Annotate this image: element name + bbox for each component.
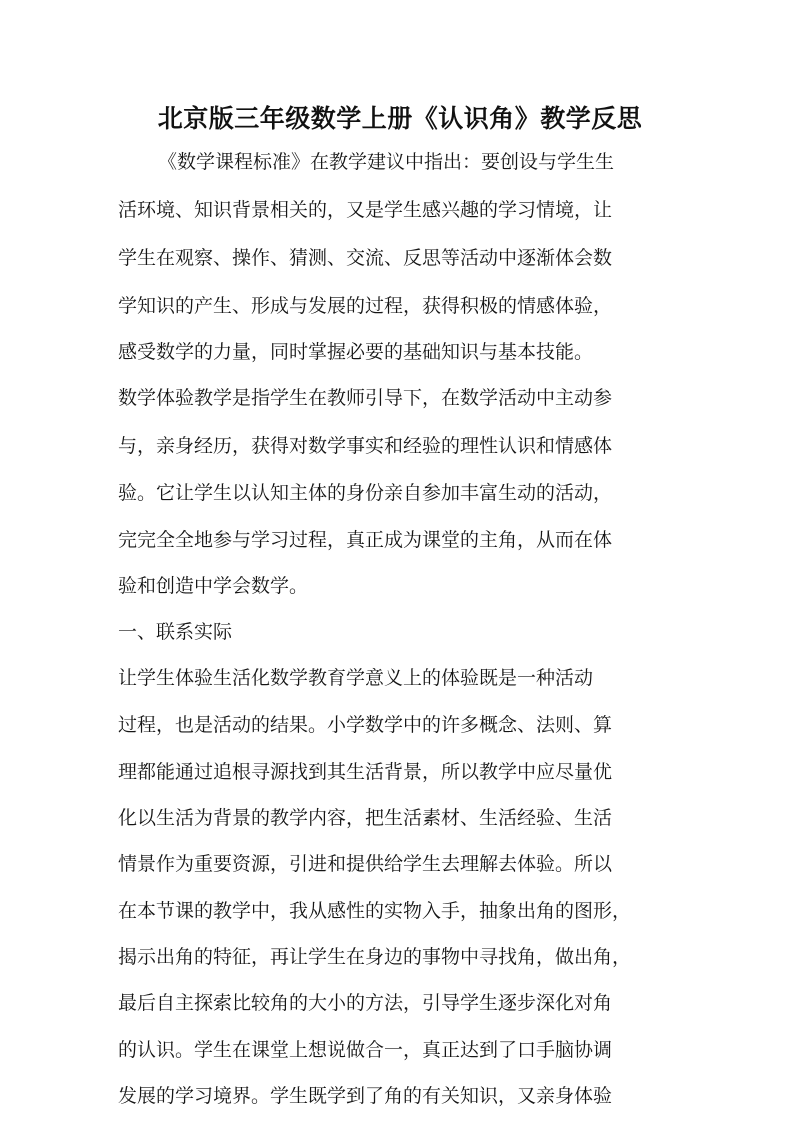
document-title: 北京版三年级数学上册《认识角》教学反思 [157,104,643,133]
paragraph-line: 揭示出角的特征，再让学生在身边的事物中寻找角，做出角， [118,946,632,968]
paragraph-line: 最后自主探索比较角的大小的方法，引导学生逐步深化对角 [118,992,613,1014]
paragraph-line: 过程，也是活动的结果。小学数学中的许多概念、法则、算 [118,714,613,736]
paragraph-line: 的认识。学生在课堂上想说做合一，真正达到了口手脑协调 [118,1039,613,1061]
paragraph-line: 学知识的产生、形成与发展的过程，获得积极的情感体验， [118,295,613,317]
paragraph-line: 验。它让学生以认知主体的身份亲自参加丰富生动的活动， [118,482,613,504]
paragraph-line: 验和创造中学会数学。 [118,575,309,597]
paragraph-line: 完完全全地参与学习过程，真正成为课堂的主角，从而在体 [118,529,613,551]
paragraph-line: 让学生体验生活化数学教育学意义上的体验既是一种活动 [118,667,594,689]
paragraph-line: 在本节课的教学中，我从感性的实物入手，抽象出角的图形， [118,900,632,922]
paragraph-line: 数学体验教学是指学生在教师引导下，在数学活动中主动参 [118,387,613,409]
paragraph-line: 感受数学的力量，同时掌握必要的基础知识与基本技能。 [118,341,594,363]
paragraph-line: 《数学课程标准》在教学建议中指出：要创设与学生生 [158,151,615,173]
paragraph-line: 情景作为重要资源，引进和提供给学生去理解去体验。所以 [118,853,613,875]
paragraph-line: 发展的学习境界。学生既学到了角的有关知识，又亲身体验 [118,1085,613,1107]
paragraph-line: 学生在观察、操作、猜测、交流、反思等活动中逐渐体会数 [118,247,613,269]
paragraph-line: 活环境、知识背景相关的，又是学生感兴趣的学习情境，让 [118,199,613,221]
paragraph-line: 与，亲身经历，获得对数学事实和经验的理性认识和情感体 [118,435,613,457]
paragraph-line: 理都能通过追根寻源找到其生活背景，所以教学中应尽量优 [118,761,613,783]
section-heading: 一、联系实际 [118,621,233,643]
paragraph-line: 化以生活为背景的教学内容，把生活素材、生活经验、生活 [118,807,613,829]
